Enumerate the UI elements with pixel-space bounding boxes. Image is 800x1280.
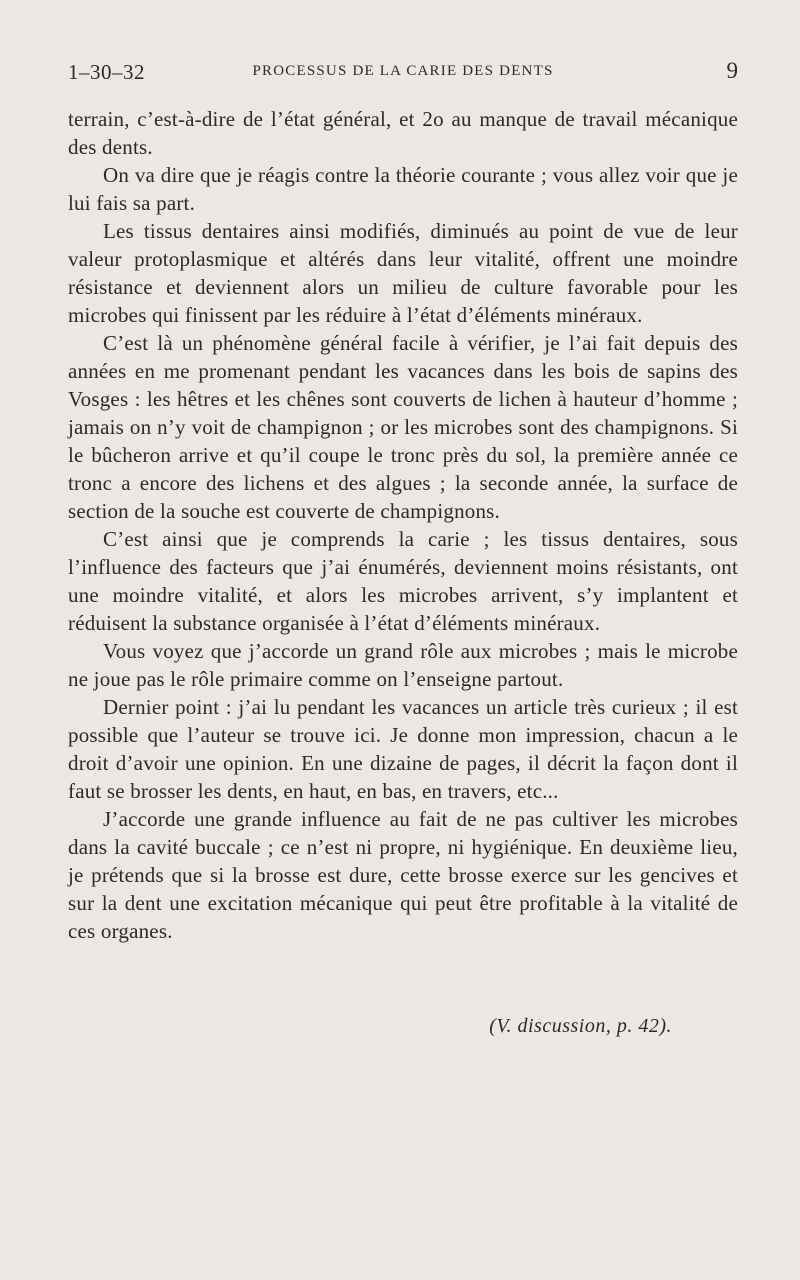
paragraph-7: Dernier point : j’ai lu pendant les vacances un article très curieux ; il est possible que l’auteur se trouve ici. Je donne mon impression, chacun a le droit d’avoir une opinion. En une dizaine de pages, il décrit la façon dont il faut se brosser les dents, en haut, en bas, en travers, etc... (68, 695, 738, 803)
paragraph-8: J’accorde une grande influence au fait de ne pas cultiver les microbes dans la cavité buccale ; ce n’est ni propre, ni hygiénique. En deuxième lieu, je prétends que si la brosse est dure, cette brosse exerce sur les gencives et sur la dent une excitation mécanique qui peut être profitable à la vitalité de ces organes. (68, 807, 738, 943)
page-number: 9 (726, 58, 738, 83)
paragraph-1: terrain, c’est-à-dire de l’état général, et 2o au manque de travail mécanique des dents. (68, 107, 738, 159)
paragraph-4: C’est là un phénomène général facile à vérifier, je l’ai fait depuis des années en me promenant pendant les vacances dans les bois de sapins des Vosges : les hêtres et les chênes sont couverts de lichen à hauteur d’homme ; jamais on n’y voit de champignon ; or les microbes sont des champignons. Si le bûcheron arrive et qu’il coupe le tronc près du sol, la première année ce tronc a encore des lichens et des algues ; la seconde année, la surface de section de la souche est couverte de champignons. (68, 331, 738, 523)
running-header (68, 58, 738, 88)
header-session-code: 1–30–32 (68, 60, 145, 84)
paragraph-5: C’est ainsi que je comprends la carie ; les tissus dentaires, sous l’influence des facteurs que j’ai énumérés, deviennent moins résistants, ont une moindre vitalité, et alors les microbes arrivent, s’y implantent et réduisent la substance organisée à l’état d’éléments minéraux. (68, 527, 738, 635)
discussion-reference: (V. discussion, p. 42). (489, 1015, 672, 1037)
header-title: PROCESSUS DE LA CARIE DES DENTS (252, 63, 554, 79)
paragraph-3: Les tissus dentaires ainsi modifiés, diminués au point de vue de leur valeur protoplasmique et altérés dans leur vitalité, offrent une moindre résistance et deviennent alors un milieu de culture favorable pour les microbes qui finissent par les réduire à l’état d’éléments minéraux. (68, 219, 738, 327)
body-text (68, 105, 738, 945)
paragraph-6: Vous voyez que j’accorde un grand rôle aux microbes ; mais le microbe ne joue pas le rôle primaire comme on l’enseigne partout. (68, 639, 738, 691)
paragraph-2: On va dire que je réagis contre la théorie courante ; vous allez voir que je lui fais sa part. (68, 163, 738, 215)
